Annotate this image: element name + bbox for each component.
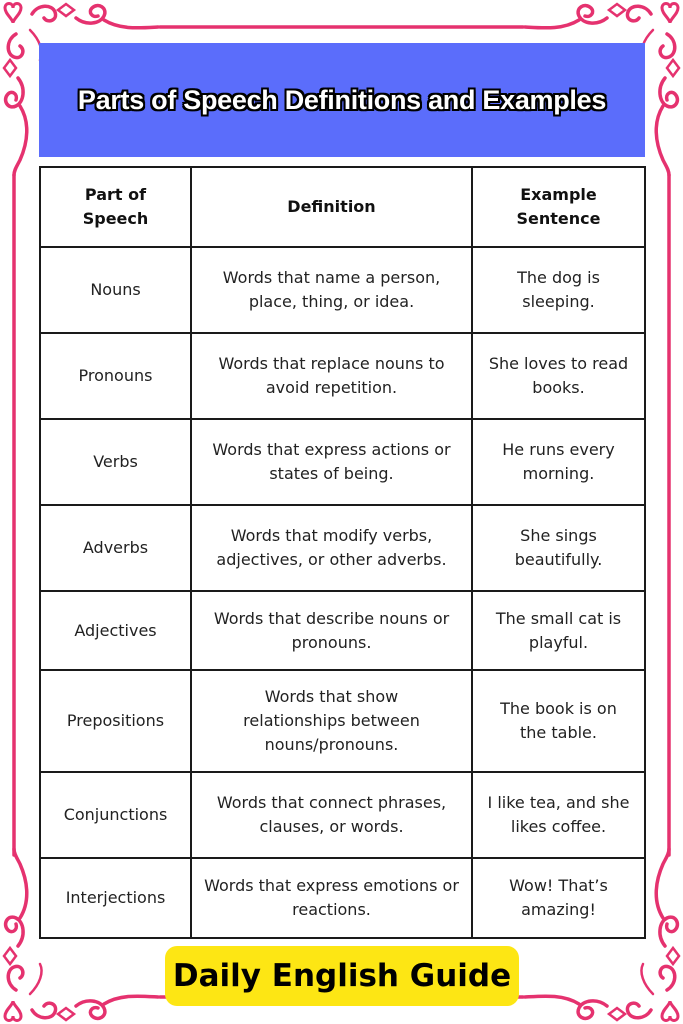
- footer-badge: [165, 946, 519, 1006]
- example-cell: She sings beautifully.: [472, 505, 645, 591]
- definition-cell: Words that express actions or states of being.: [191, 419, 472, 505]
- part-of-speech-cell: Adjectives: [40, 591, 191, 670]
- footer-brand-text: Daily English Guide: [172, 958, 512, 994]
- definition-cell: Words that replace nouns to avoid repetition.: [191, 333, 472, 419]
- definition-cell: Words that express emotions or reactions.: [191, 858, 472, 938]
- table-row: [40, 591, 645, 670]
- table-row: [40, 247, 645, 333]
- part-of-speech-cell: Nouns: [40, 247, 191, 333]
- example-cell: The small cat is playful.: [472, 591, 645, 670]
- table-row: [40, 333, 645, 419]
- table-row: [40, 772, 645, 858]
- example-cell: The book is on the table.: [472, 670, 645, 772]
- table-header-row: [40, 167, 645, 247]
- part-of-speech-cell: Pronouns: [40, 333, 191, 419]
- example-cell: I like tea, and she likes coffee.: [472, 772, 645, 858]
- table-row: [40, 670, 645, 772]
- part-of-speech-cell: Adverbs: [40, 505, 191, 591]
- part-of-speech-cell: Interjections: [40, 858, 191, 938]
- part-of-speech-cell: Prepositions: [40, 670, 191, 772]
- definition-cell: Words that modify verbs, adjectives, or other adverbs.: [191, 505, 472, 591]
- parts-of-speech-table: [39, 166, 646, 939]
- column-header-example-sentence: Example Sentence: [472, 167, 645, 247]
- example-cell: The dog is sleeping.: [472, 247, 645, 333]
- part-of-speech-cell: Conjunctions: [40, 772, 191, 858]
- example-cell: He runs every morning.: [472, 419, 645, 505]
- page-title: Parts of Speech Definitions and Examples: [77, 84, 607, 115]
- example-cell: Wow! That’s amazing!: [472, 858, 645, 938]
- example-cell: She loves to read books.: [472, 333, 645, 419]
- title-banner: [39, 43, 645, 157]
- column-header-part-of-speech: Part of Speech: [40, 167, 191, 247]
- definition-cell: Words that name a person, place, thing, or idea.: [191, 247, 472, 333]
- definition-cell: Words that show relationships between nouns/pronouns.: [191, 670, 472, 772]
- table-row: [40, 505, 645, 591]
- column-header-definition: Definition: [191, 167, 472, 247]
- table-row: [40, 419, 645, 505]
- part-of-speech-cell: Verbs: [40, 419, 191, 505]
- definition-cell: Words that describe nouns or pronouns.: [191, 591, 472, 670]
- definition-cell: Words that connect phrases, clauses, or words.: [191, 772, 472, 858]
- table-row: [40, 858, 645, 938]
